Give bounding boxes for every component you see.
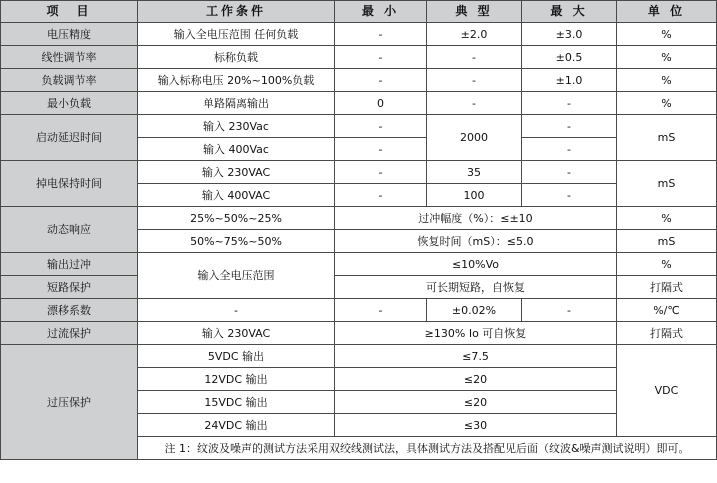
condition-cell: 单路隔离输出: [138, 92, 335, 115]
unit-cell: %: [617, 92, 717, 115]
table-row: [1, 115, 717, 138]
min-cell: -: [335, 46, 427, 69]
typ-cell: 100: [427, 184, 522, 207]
table-row: [1, 345, 717, 368]
value-cell: 恢复时间（mS）：≤5.0: [335, 230, 617, 253]
header-row: [1, 1, 717, 23]
table-row: [1, 23, 717, 46]
param-label: 过流保护: [1, 322, 138, 345]
param-label: 漂移系数: [1, 299, 138, 322]
unit-cell: mS: [617, 115, 717, 161]
condition-cell: 输入 400Vac: [138, 138, 335, 161]
header-max: 最 大: [522, 1, 617, 23]
unit-cell: %: [617, 46, 717, 69]
condition-cell: 15VDC 输出: [138, 391, 335, 414]
header-item: 项 目: [1, 1, 138, 23]
condition-cell: 输入 230VAC: [138, 322, 335, 345]
condition-cell: 25%~50%~25%: [138, 207, 335, 230]
min-cell: -: [335, 138, 427, 161]
typ-cell: 35: [427, 161, 522, 184]
condition-cell: 24VDC 输出: [138, 414, 335, 437]
unit-cell: mS: [617, 230, 717, 253]
condition-cell: 12VDC 输出: [138, 368, 335, 391]
min-cell: -: [335, 69, 427, 92]
min-cell: -: [335, 184, 427, 207]
max-cell: -: [522, 184, 617, 207]
table-row: [1, 299, 717, 322]
unit-cell: %/℃: [617, 299, 717, 322]
value-cell: ≤30: [335, 414, 617, 437]
value-cell: ≤7.5: [335, 345, 617, 368]
min-cell: -: [335, 115, 427, 138]
min-cell: -: [335, 23, 427, 46]
max-cell: ±1.0: [522, 69, 617, 92]
condition-cell: 输入标称电压 20%~100%负载: [138, 69, 335, 92]
unit-cell: %: [617, 207, 717, 230]
condition-cell: 标称负载: [138, 46, 335, 69]
param-label: 负载调节率: [1, 69, 138, 92]
unit-cell: %: [617, 253, 717, 276]
min-cell: 0: [335, 92, 427, 115]
param-label: 电压精度: [1, 23, 138, 46]
condition-cell: 输入全电压范围 任何负载: [138, 23, 335, 46]
footnote: 注 1：纹波及噪声的测试方法采用双绞线测试法，具体测试方法及搭配见后面（纹波&噪声测试说明）即可。: [138, 437, 717, 460]
condition-cell: 50%~75%~50%: [138, 230, 335, 253]
typ-cell: -: [427, 69, 522, 92]
table-row: [1, 276, 717, 299]
header-unit: 单 位: [617, 1, 717, 23]
condition-cell: 5VDC 输出: [138, 345, 335, 368]
header-min: 最 小: [335, 1, 427, 23]
param-label: 短路保护: [1, 276, 138, 299]
param-label: 启动延迟时间: [1, 115, 138, 161]
unit-cell: mS: [617, 161, 717, 207]
condition-cell: -: [138, 299, 335, 322]
value-cell: 可长期短路，自恢复: [335, 276, 617, 299]
condition-cell: 输入 400VAC: [138, 184, 335, 207]
value-cell: 过冲幅度（%）：≤±10: [335, 207, 617, 230]
typ-cell: -: [427, 92, 522, 115]
max-cell: ±0.5: [522, 46, 617, 69]
table-row: [1, 253, 717, 276]
max-cell: -: [522, 92, 617, 115]
table-row: [1, 92, 717, 115]
condition-cell: 输入全电压范围: [138, 253, 335, 299]
param-label: 线性调节率: [1, 46, 138, 69]
min-cell: -: [335, 299, 427, 322]
table-row: [1, 69, 717, 92]
param-label: 动态响应: [1, 207, 138, 253]
typ-cell: -: [427, 46, 522, 69]
header-condition: 工作条件: [138, 1, 335, 23]
unit-cell: 打隔式: [617, 322, 717, 345]
unit-cell: %: [617, 69, 717, 92]
param-label: 过压保护: [1, 345, 138, 460]
param-label: 输出过冲: [1, 253, 138, 276]
unit-cell: VDC: [617, 345, 717, 437]
min-cell: -: [335, 161, 427, 184]
condition-cell: 输入 230VAC: [138, 161, 335, 184]
max-cell: -: [522, 161, 617, 184]
max-cell: ±3.0: [522, 23, 617, 46]
param-label: 掉电保持时间: [1, 161, 138, 207]
table-row: [1, 161, 717, 184]
table-row: [1, 46, 717, 69]
unit-cell: 打隔式: [617, 276, 717, 299]
value-cell: ≤10%Vo: [335, 253, 617, 276]
max-cell: -: [522, 299, 617, 322]
condition-cell: 输入 230Vac: [138, 115, 335, 138]
value-cell: ≤20: [335, 391, 617, 414]
unit-cell: %: [617, 23, 717, 46]
max-cell: -: [522, 115, 617, 138]
typ-cell: ±0.02%: [427, 299, 522, 322]
param-label: 最小负载: [1, 92, 138, 115]
table-row: [1, 322, 717, 345]
typ-cell: 2000: [427, 115, 522, 161]
typ-cell: ±2.0: [427, 23, 522, 46]
value-cell: ≥130% Io 可自恢复: [335, 322, 617, 345]
max-cell: -: [522, 138, 617, 161]
table-row: [1, 207, 717, 230]
value-cell: ≤20: [335, 368, 617, 391]
header-typ: 典 型: [427, 1, 522, 23]
